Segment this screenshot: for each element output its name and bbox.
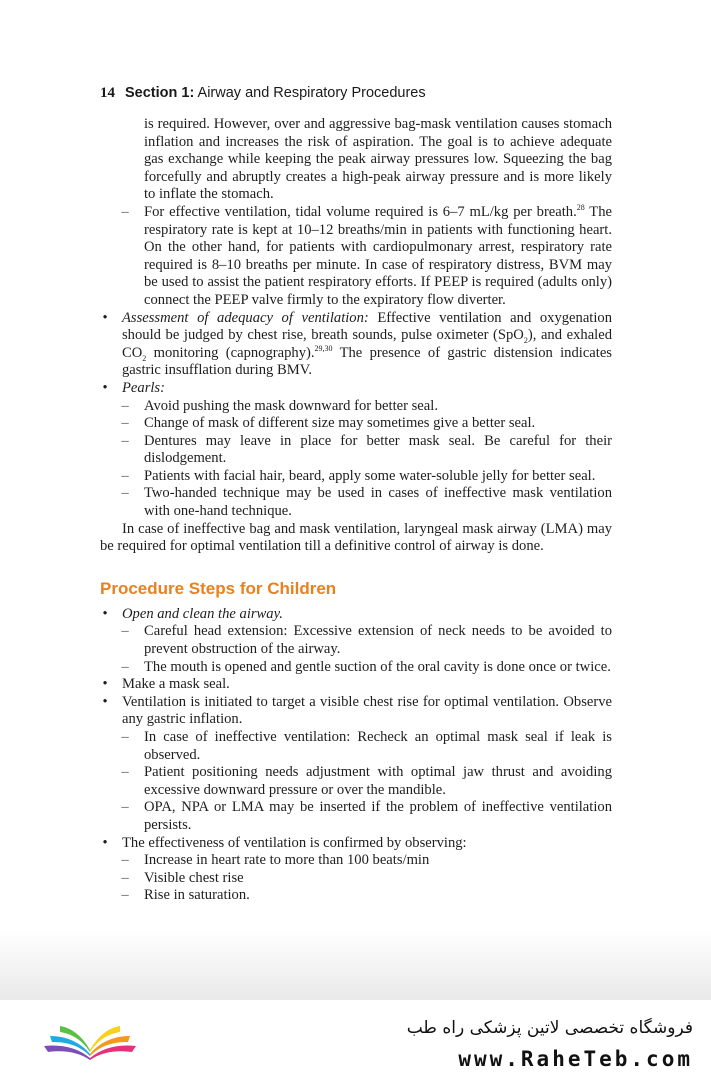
sub-item-text: Careful head extension: Excessive extension of neck needs to be avoided to prevent obstruction of the airway. [144,623,612,658]
sub-item-text: In case of ineffective ventilation: Recheck an optimal mask seal if leak is observed. [144,729,612,763]
dash-marker: – [121,397,129,414]
pearl-item [100,433,612,468]
open-book-logo-icon[interactable] [40,1014,140,1066]
pearl-text: Patients with facial hair, beard, apply some water-soluble jelly for better seal. [144,467,596,484]
effectiveness-sub-item [100,887,612,905]
dash-marker: – [121,203,129,220]
bullet-marker: • [102,834,108,851]
subscript-2: 2 [523,336,528,346]
tidal-text-2: The respiratory rate is kept at 10–12 breaths/min in patients with functioning heart. On the other hand, for patients with cardiopulmonary arrest, respiratory rate required is 8–10 breaths per minute. In case of respiratory distress, BVM may be used to assist the patient respiratory efforts. If PEEP is required (adults only) connect the PEEP valve firmly to the expiratory flow diverter. [144,203,612,308]
effectiveness-sub-item [100,852,612,870]
open-airway-text: Open and clean the airway. [122,605,283,622]
pearl-text: Dentures may leave in place for better mask seal. Be careful for their dislodgement. [144,432,612,467]
assessment-bullet [100,310,612,380]
sub-item-text: The mouth is opened and gentle suction of the oral cavity is done once or twice. [144,658,611,675]
effectiveness-text: The effectiveness of ventilation is confirmed by observing: [122,834,467,851]
tidal-volume-item [100,204,612,310]
section-heading: Procedure Steps for Children [100,578,337,598]
pearl-text: Change of mask of different size may sometimes give a better seal. [144,415,536,432]
subscript-2: 2 [142,353,147,363]
dash-marker: – [121,658,129,675]
bullet-marker: • [102,605,108,622]
pearl-text: Avoid pushing the mask downward for better seal. [144,397,438,414]
shop-name: فروشگاه تخصصی لاتین پزشکی راه طب [406,1018,693,1038]
running-head [100,83,620,103]
dash-marker: – [121,852,129,869]
continued-paragraph: is required. However, over and aggressive bag-mask ventilation causes stomach inflation and increases the risk of aspiration. The goal is to achieve adequate gas exchange while keeping the peak airway pressures low. Squeezing the bag forcefully and abruptly creates a high-peak airway pressure and is more likely to inflate the stomach. [144,116,612,203]
mask-seal-text: Make a mask seal. [122,676,230,693]
dash-marker: – [121,415,129,432]
page-number: 14 [100,85,115,101]
bullet-marker: • [102,676,108,693]
section-title: Airway and Respiratory Procedures [197,85,426,101]
shop-url[interactable]: www.RaheTeb.com [458,1047,693,1071]
assessment-text-4: The presence of gastric distension indicates gastric insufflation during BMV. [122,344,612,379]
dash-marker: – [121,623,129,640]
sub-item-text: Rise in saturation. [144,887,250,904]
dash-marker: – [121,467,129,484]
open-airway-sub-item [100,659,612,677]
ventilation-bullet [100,694,612,729]
dash-marker: – [121,432,129,449]
lma-paragraph: In case of ineffective bag and mask ventilation, laryngeal mask airway (LMA) may be required for optimal ventilation till a definitive control of airway is done. [100,520,612,555]
dash-marker: – [121,485,129,502]
watermark-footer [0,1000,711,1080]
pearl-item [100,415,612,433]
pearl-text: Two-handed technique may be used in cases of ineffective mask ventilation with one-hand technique. [144,485,612,520]
ventilation-text: Ventilation is initiated to target a visible chest rise for optimal ventilation. Observe any gastric inflation. [122,693,612,728]
open-airway-bullet [100,606,612,624]
bullet-marker: • [102,309,108,326]
pearl-item [100,398,612,416]
assessment-text [122,310,612,380]
sub-item-text: Visible chest rise [144,869,244,886]
effectiveness-sub-item [100,870,612,888]
sub-item-text: Patient positioning needs adjustment with optimal jaw thrust and avoiding excessive downward pressure or over the mandible. [144,764,612,798]
dash-marker: – [121,764,129,781]
pearls-bullet [100,380,612,398]
tidal-text-1: For effective ventilation, tidal volume required is 6–7 mL/kg per breath. [144,203,577,220]
pearl-item [100,468,612,486]
citation-29-30: 29,30 [314,343,333,353]
ventilation-sub-item [100,764,612,799]
dash-marker: – [121,887,129,904]
assessment-title: Assessment of adequacy of ventilation: [122,309,369,326]
open-airway-sub-item [100,623,612,658]
effectiveness-bullet [100,835,612,853]
sub-item-text: Increase in heart rate to more than 100 beats/min [144,852,430,869]
citation-28: 28 [576,203,585,213]
bullet-marker: • [102,379,108,396]
pearl-item [100,485,612,520]
dash-marker: – [121,869,129,886]
assessment-text-3: monitoring (capnography). [146,344,315,361]
dash-marker: – [121,729,129,745]
section-label: Section 1: [125,85,195,101]
page-body [100,116,612,905]
sub-item-text: OPA, NPA or LMA may be inserted if the problem of ineffective ventilation persists. [144,799,612,833]
ventilation-sub-item [100,799,612,834]
mask-seal-bullet [100,676,612,694]
assessment-text-2: ), and exhaled CO [122,327,612,361]
pearls-title: Pearls: [122,379,165,396]
dash-marker: – [121,799,129,816]
assessment-text-1: Effective ventilation and oxygenation should be judged by chest rise, breath sounds, pulse oximeter (SpO [122,309,612,344]
bullet-marker: • [102,693,108,710]
tidal-volume-text [144,204,612,310]
ventilation-sub-item [100,729,612,764]
